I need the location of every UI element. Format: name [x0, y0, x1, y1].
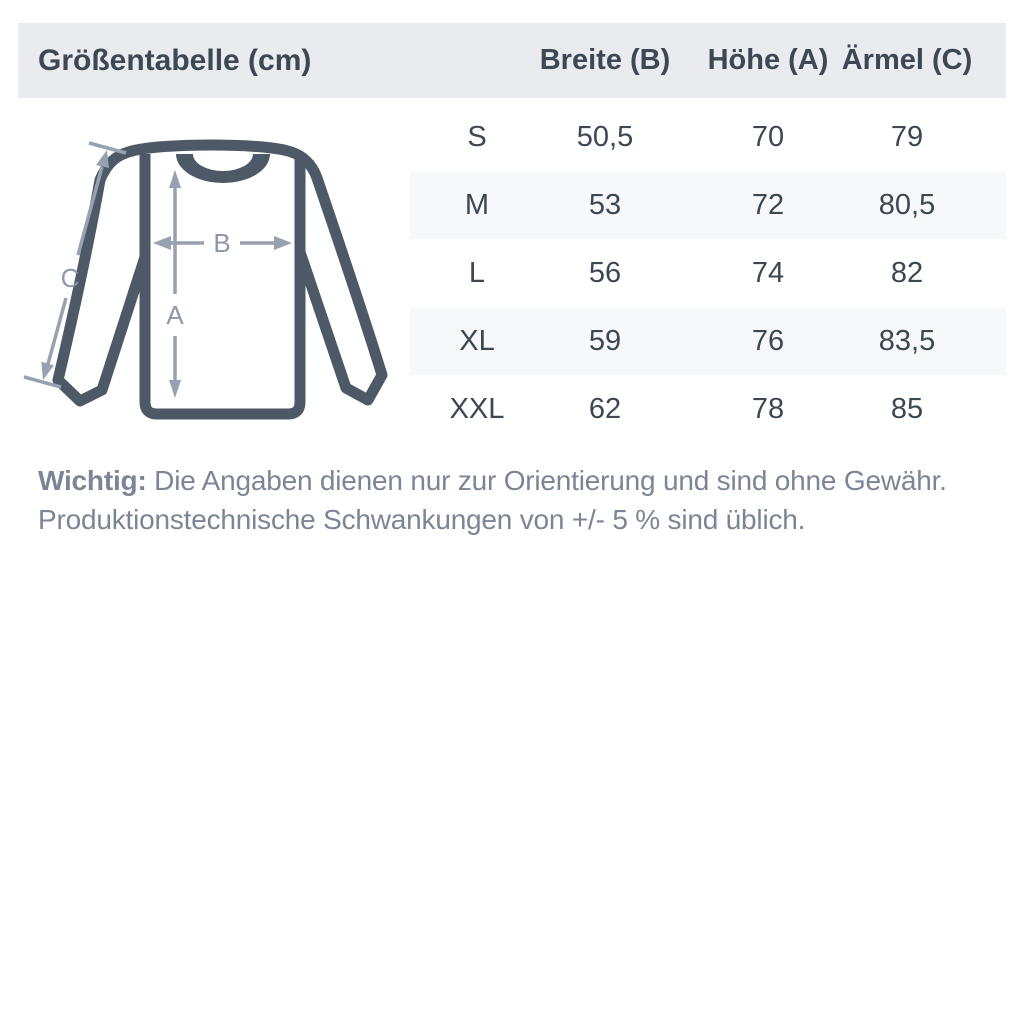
hoehe-value: 76: [751, 325, 785, 357]
breite-value: 50,5: [576, 121, 634, 153]
dimension-label-c: C: [60, 263, 80, 293]
aermel-value: 80,5: [878, 189, 936, 221]
size-label: XL: [459, 325, 495, 357]
size-label: XXL: [449, 393, 505, 425]
aermel-value: 85: [890, 393, 924, 425]
breite-value: 53: [588, 189, 622, 221]
size-label: S: [467, 121, 487, 153]
size-label: L: [468, 257, 486, 289]
arrow-up-icon: [96, 150, 109, 168]
aermel-value: 83,5: [878, 325, 936, 357]
column-header-hoehe: Höhe (A): [707, 44, 829, 76]
column-header-aermel: Ärmel (C): [841, 44, 973, 76]
shirt-outline-shape: [58, 145, 382, 414]
aermel-value: 79: [890, 121, 924, 153]
note-line-1: Die Angaben dienen nur zur Orientierung und sind ohne Gewähr.: [154, 465, 947, 496]
table-title: Größentabelle (cm): [38, 44, 312, 77]
aermel-value: 82: [890, 257, 924, 289]
note-line-2: Produktionstechnische Schwankungen von +/- 5 % sind üblich.: [38, 504, 806, 535]
disclaimer-note: [38, 461, 998, 539]
dimension-label-b: B: [213, 228, 231, 258]
table-row: [410, 171, 1006, 239]
table-header: [18, 23, 1006, 98]
table-row: [410, 307, 1006, 375]
hoehe-value: 74: [751, 257, 785, 289]
size-label: M: [464, 189, 490, 221]
hoehe-value: 78: [751, 393, 785, 425]
breite-value: 59: [588, 325, 622, 357]
dimension-tick: [89, 143, 126, 153]
dimension-label-a: A: [166, 300, 184, 330]
arrow-down-icon: [41, 362, 54, 380]
table-row: [410, 239, 1006, 307]
note-label: Wichtig:: [38, 465, 147, 496]
shirt-measurement-diagram: [20, 130, 400, 440]
breite-value: 62: [588, 393, 622, 425]
breite-value: 56: [588, 257, 622, 289]
table-row: [410, 103, 1006, 171]
size-table-rows: [410, 103, 1006, 443]
column-header-breite: Breite (B): [539, 44, 671, 76]
hoehe-value: 72: [751, 189, 785, 221]
table-row: [410, 375, 1006, 443]
hoehe-value: 70: [751, 121, 785, 153]
